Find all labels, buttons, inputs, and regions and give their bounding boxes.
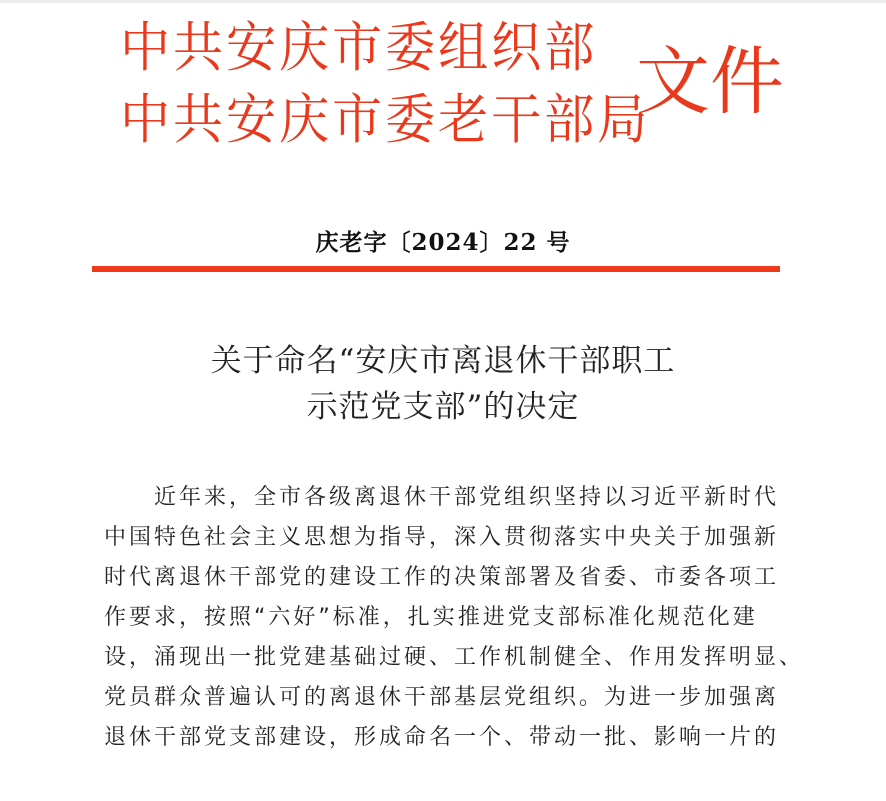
document-title-line-1: 关于命名“安庆市离退休干部职工: [210, 343, 676, 379]
issuer-line-organization-dept: 中共安庆市委组织部: [120, 16, 598, 79]
body-line: 退休干部党支部建设，形成命名一个、带动一批、影响一片的: [104, 725, 780, 750]
body-line: 时代离退休干部党的建设工作的决策部署及省委、市委各项工: [104, 565, 780, 590]
body-line: 中国特色社会主义思想为指导，深入贯彻落实中央关于加强新: [104, 525, 780, 550]
body-line: 党员群众普遍认可的离退休干部基层党组织。为进一步加强离: [104, 685, 780, 710]
document-number: 庆老字〔2024〕22 号: [315, 229, 571, 256]
red-header-rule: [92, 266, 780, 272]
issuer-line-veteran-cadres-bureau: 中共安庆市委老干部局: [120, 88, 651, 151]
body-line: 近年来，全市各级离退休干部党组织坚持以习近平新时代: [104, 485, 780, 510]
body-line: 设，涌现出一批党建基础过硬、工作机制健全、作用发挥明显、: [104, 645, 805, 670]
document-type-label: 文件: [636, 39, 784, 125]
document-body: [104, 478, 805, 758]
body-line: 作要求，按照“六好”标准，扎实推进党支部标准化规范化建: [104, 605, 758, 630]
document-title-line-2: 示范党支部”的决定: [306, 389, 580, 425]
page-top-edge: [0, 0, 886, 3]
